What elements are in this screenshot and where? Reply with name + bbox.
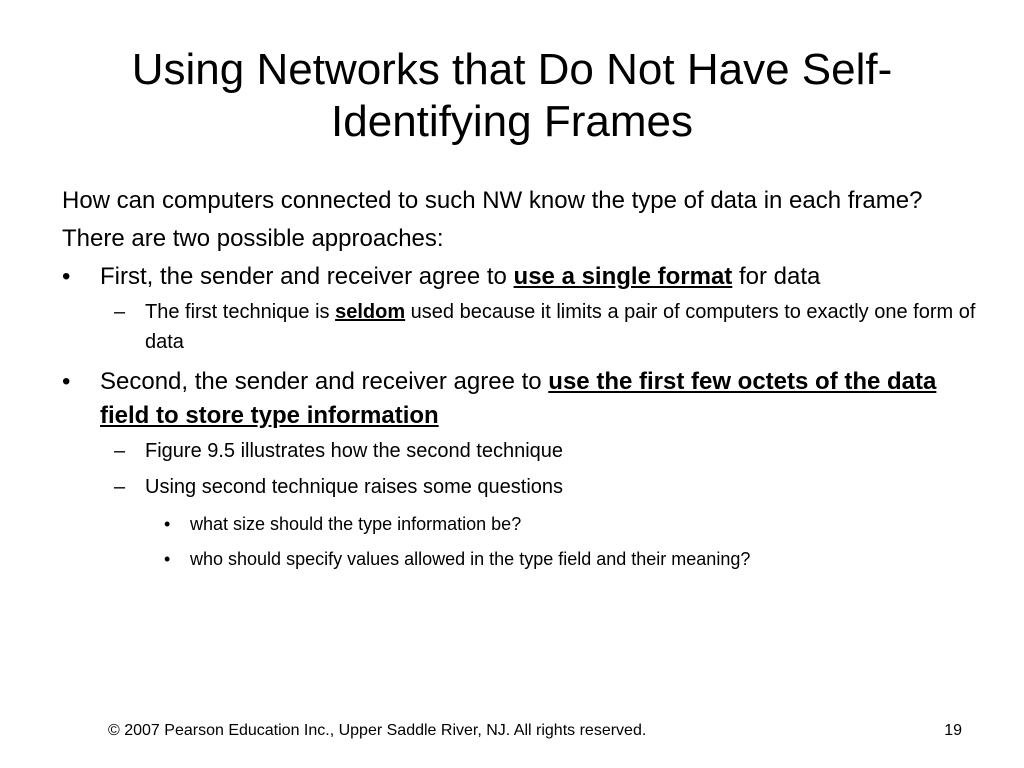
bullet-marker: •	[62, 263, 71, 290]
bullet-second-approach	[62, 365, 982, 433]
copyright-notice: © 2007 Pearson Education Inc., Upper Saddle River, NJ. All rights reserved.	[108, 722, 647, 739]
size-question-text: what size should the type information be?	[190, 514, 522, 534]
seldom-text: The first technique is	[145, 301, 336, 323]
bullet-marker: •	[164, 514, 171, 534]
sub-bullet-questions	[62, 472, 982, 502]
sub-sub-bullet-size	[62, 511, 982, 537]
second-approach-text: Second, the sender and receiver agree to	[100, 368, 549, 395]
sub-sub-bullet-values	[62, 546, 982, 572]
slide-title: Using Networks that Do Not Have Self-Identifying Frames	[131, 45, 893, 146]
dash-marker: –	[114, 440, 126, 462]
first-approach-emphasis: use a single format	[513, 263, 733, 290]
approaches-paragraph: There are two possible approaches:	[62, 225, 444, 252]
dash-marker: –	[114, 301, 126, 323]
figure-text: Figure 9.5 illustrates how the second technique	[145, 440, 564, 462]
bullet-first-approach	[62, 260, 982, 294]
second-approach-emphasis: use the first few octets of the data field to store type information	[100, 368, 937, 429]
dash-marker: –	[114, 476, 126, 498]
seldom-emphasis: seldom	[335, 301, 406, 323]
slide-footer	[60, 722, 964, 748]
question-paragraph: How can computers connected to such NW know the type of data in each frame?	[62, 187, 923, 214]
bullet-marker: •	[164, 549, 171, 569]
sub-bullet-figure	[62, 436, 982, 466]
page-number: 19	[944, 722, 962, 739]
questions-text: Using second technique raises some questions	[145, 476, 564, 498]
sub-bullet-seldom	[62, 297, 982, 357]
values-question-text: who should specify values allowed in the type field and their meaning?	[190, 549, 751, 569]
seldom-text-end: used because it limits a pair of computers to exactly one form of data	[145, 301, 976, 353]
slide-body	[62, 184, 982, 572]
first-approach-text-end: for data	[732, 263, 821, 290]
first-approach-text: First, the sender and receiver agree to	[100, 263, 514, 290]
bullet-marker: •	[62, 368, 71, 395]
